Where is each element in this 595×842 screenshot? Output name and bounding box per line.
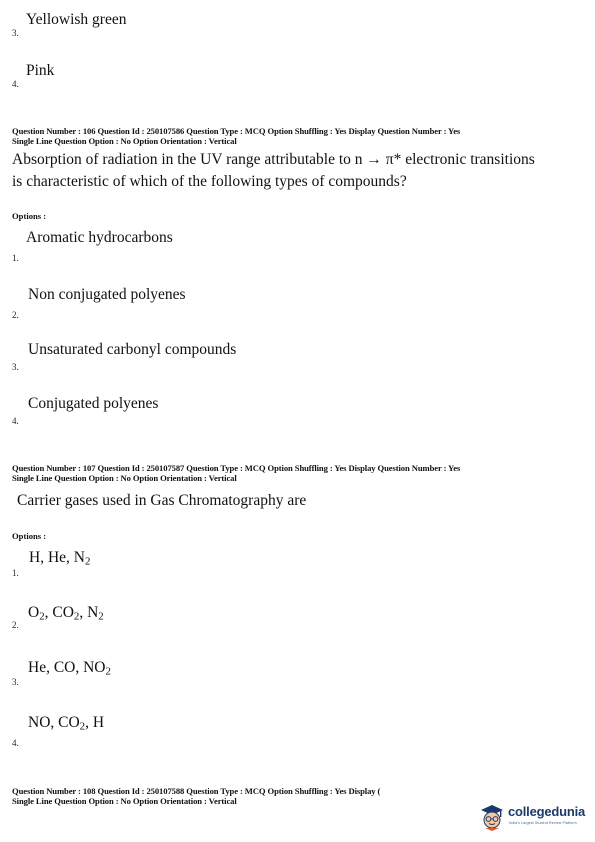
subscript: 2 [73, 610, 80, 623]
option-number: 4. [12, 738, 19, 748]
option-number: 4. [12, 416, 19, 426]
question-text: is characteristic of which of the following types of compounds? [12, 173, 407, 190]
option-text-part: NO, CO [28, 714, 80, 731]
question-meta: Single Line Question Option : No Option Orientation : Vertical [12, 473, 237, 483]
question-meta: Question Number : 107 Question Id : 250107587 Question Type : MCQ Option Shuffling : Yes Display Question Number : Yes [12, 463, 461, 473]
question-text: Carrier gases used in Gas Chromatography are [17, 492, 307, 509]
subscript: 2 [39, 610, 45, 623]
question-meta: Single Line Question Option : No Option Orientation : Vertical [12, 136, 237, 146]
option-text [28, 659, 111, 677]
subscript: 2 [79, 720, 86, 733]
subscript: 2 [84, 555, 91, 568]
option-number: 3. [12, 28, 19, 38]
option-text-part: O [28, 604, 40, 621]
option-text-part: , H [85, 714, 105, 731]
option-text-part: , N [79, 604, 99, 621]
option-number: 3. [12, 677, 19, 687]
option-text: Aromatic hydrocarbons [26, 229, 173, 246]
option-number: 3. [12, 362, 19, 372]
option-number: 2. [12, 310, 19, 320]
mascot-icon [478, 802, 506, 832]
option-text: Pink [26, 62, 55, 79]
option-text [28, 604, 104, 622]
option-text: Unsaturated carbonyl compounds [28, 341, 237, 358]
options-label: Options : [12, 211, 47, 221]
option-number: 1. [12, 253, 19, 263]
subscript: 2 [105, 665, 111, 678]
question-text: Absorption of radiation in the UV range attributable to n → π* electronic transitions [12, 151, 535, 168]
option-number: 4. [12, 79, 19, 89]
collegedunia-logo [478, 800, 595, 834]
question-meta: Question Number : 108 Question Id : 250107588 Question Type : MCQ Option Shuffling : Yes Display ( [12, 786, 381, 796]
option-text-part: H, He, N [29, 549, 85, 566]
option-text: Non conjugated polyenes [28, 286, 186, 303]
option-text: Conjugated polyenes [28, 395, 159, 412]
question-meta: Single Line Question Option : No Option Orientation : Vertical [12, 796, 237, 806]
option-text-part: He, CO, NO [28, 659, 106, 676]
option-number: 1. [12, 568, 19, 578]
option-text: Yellowish green [26, 11, 127, 28]
options-label: Options : [12, 531, 47, 541]
logo-name: collegedunia [508, 804, 586, 819]
option-text [29, 549, 90, 567]
question-meta: Question Number : 106 Question Id : 250107586 Question Type : MCQ Option Shuffling : Yes Display Question Number : Yes [12, 126, 461, 136]
option-text-part: , CO [44, 604, 74, 621]
logo-tagline: India's Largest Student Review Platform [509, 821, 577, 825]
option-number: 2. [12, 620, 19, 630]
option-text [28, 714, 104, 732]
subscript: 2 [98, 610, 104, 623]
